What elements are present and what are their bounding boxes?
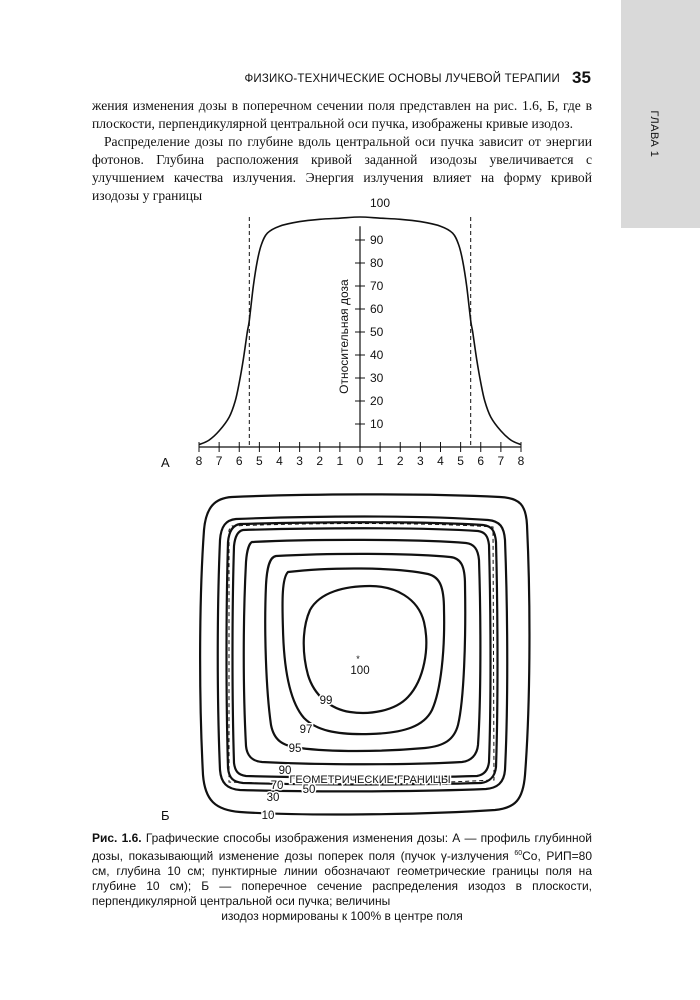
y-axis-label: Относительная доза: [337, 279, 351, 394]
x-tick-label: 5: [457, 454, 464, 468]
x-tick-label: 8: [517, 454, 525, 468]
x-tick-label: 2: [316, 454, 324, 468]
paragraph-2: Распределение дозы по глубине вдоль центральной оси пучка зависит от энергии фотонов. Глубина расположения кривой заданной изодозы увеличивается с улучшением качества излучения. Энергия излучения влияет на форму кривой изодозы у границы: [92, 134, 592, 203]
running-title: ФИЗИКО-ТЕХНИЧЕСКИЕ ОСНОВЫ ЛУЧЕВОЙ ТЕРАПИИ: [244, 73, 560, 85]
isodose-label-95: 95: [288, 743, 302, 755]
caption-text-main: Графические способы изображения изменения дозы: А — профиль глубинной дозы, показывающий изменение дозы поперек поля (пучок γ-излучения: [92, 831, 593, 863]
isodose-99-curve: [304, 586, 427, 713]
x-tick-label: 3: [417, 454, 424, 468]
x-tick-label: 8: [195, 454, 203, 468]
figure-caption: [92, 831, 592, 924]
isodose-label-50: 50: [302, 784, 316, 796]
x-tick-label: 5: [256, 454, 263, 468]
isodose-label-30: 30: [266, 792, 280, 804]
y-tick-label: 20: [370, 394, 384, 408]
x-tick-label: 1: [376, 454, 384, 468]
isodose-50-curve: [227, 522, 498, 784]
isodose-label-99: 99: [319, 695, 333, 707]
y-tick-label: 10: [370, 417, 384, 431]
y-tick-label: 80: [370, 256, 384, 270]
paragraph-1: жения изменения дозы в поперечном сечении поля представлен на рис. 1.6, Б, где в плоскости, перпендикулярной центральной оси пучка, изображены кривые изодоз.: [92, 98, 592, 131]
top-value-label: 100: [369, 196, 391, 210]
x-tick-label: 6: [235, 454, 243, 468]
isodose-label-100: 100: [350, 665, 370, 677]
y-tick-label: 40: [370, 348, 384, 362]
x-tick-label: 4: [437, 454, 444, 468]
body-text: [92, 97, 592, 205]
isodose-label-70: 70: [270, 780, 284, 792]
caption-figure-label: Рис. 1.6.: [92, 831, 142, 845]
isodose-70-curve: [233, 528, 491, 777]
x-tick-label: 0: [356, 454, 364, 468]
page-number: 35: [572, 68, 591, 87]
panel-b-label: Б: [161, 808, 170, 823]
x-tick-label: 1: [336, 454, 344, 468]
isodose-97-curve: [283, 568, 445, 734]
y-tick-label: 30: [370, 371, 384, 385]
isodose-label-97: 97: [299, 724, 313, 736]
chapter-label: ГЛАВА 1: [648, 110, 660, 158]
isodose-90-curve: [244, 540, 481, 764]
geometric-boundary-label: ГЕОМЕТРИЧЕСКИЕ ГРАНИЦЫ: [289, 774, 451, 786]
y-tick-label: 90: [370, 233, 384, 247]
caption-isotope-mass: 60: [514, 850, 523, 857]
caption-text-after-isotope: Co, РИП=80 см, глубина 10 см; пунктирные линии обозначают геометрические границы поля на глубине 10 см); Б — поперечное сечение распределения изодоз в плоскости, перпендикулярной центральной оси пучка; величины: [92, 849, 592, 908]
isodose-label-10: 10: [261, 810, 275, 822]
center-marker: *: [356, 654, 360, 664]
y-tick-label: 50: [370, 325, 384, 339]
isodose-95-curve: [265, 554, 465, 751]
panel-a-label: А: [161, 455, 170, 470]
x-tick-label: 7: [215, 454, 223, 468]
x-tick-label: 6: [477, 454, 485, 468]
x-tick-label: 4: [276, 454, 283, 468]
isodose-contour-chart: [0, 490, 700, 830]
x-tick-label: 7: [497, 454, 505, 468]
y-tick-label: 60: [370, 302, 384, 316]
caption-last-line: изодоз нормированы к 100% в центре поля: [221, 909, 463, 923]
x-tick-label: 2: [396, 454, 404, 468]
isodose-label-90: 90: [278, 765, 292, 777]
y-tick-label: 70: [370, 279, 384, 293]
x-tick-label: 3: [296, 454, 303, 468]
